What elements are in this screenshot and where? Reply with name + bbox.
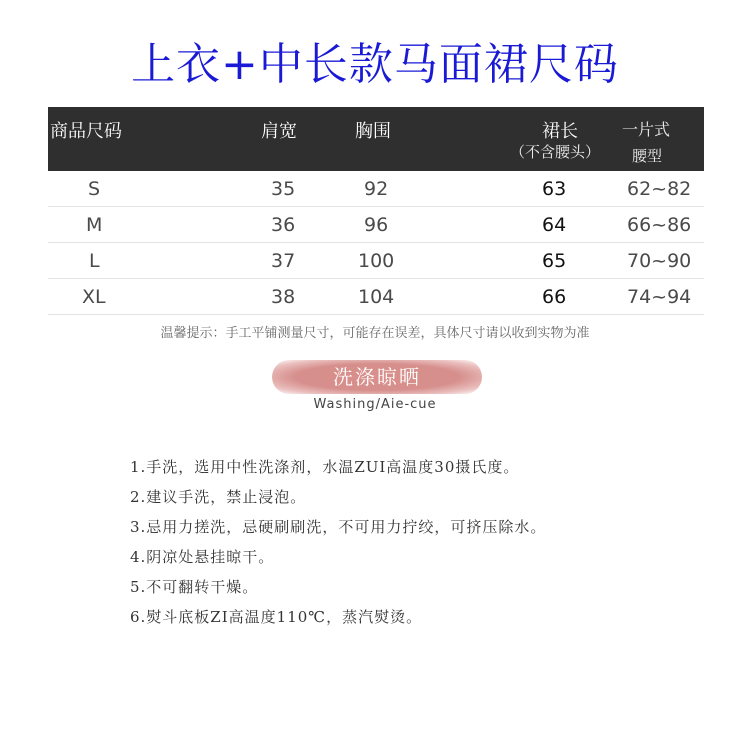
cell-size: S [88, 178, 101, 200]
list-item: 1.手洗，选用中性洗涤剂，水温ZUI高温度30摄氏度。 [130, 458, 520, 476]
table-row [48, 243, 704, 279]
list-item: 2.建议手洗，禁止浸泡。 [130, 488, 307, 506]
list-item: 5.不可翻转干燥。 [130, 578, 259, 596]
header-skirt-length-note: （不含腰头） [510, 143, 601, 161]
cell-shoulder: 35 [271, 178, 296, 200]
cell-bust: 96 [364, 214, 389, 236]
care-section-subtitle: Washing/Aie-cue [313, 397, 437, 412]
cell-bust: 92 [364, 178, 389, 200]
list-item: 3.忌用力搓洗，忌硬刷刷洗，不可用力拧绞，可挤压除水。 [130, 518, 547, 536]
table-row [48, 171, 704, 207]
cell-waist: 70~90 [627, 250, 692, 272]
cell-shoulder: 36 [271, 214, 296, 236]
cell-size: L [89, 250, 100, 272]
table-header [48, 107, 704, 171]
cell-skirt: 65 [542, 250, 567, 272]
size-table [48, 107, 704, 315]
table-row [48, 279, 704, 315]
cell-waist: 74~94 [627, 286, 692, 308]
cell-size: XL [82, 286, 106, 308]
cell-waist: 66~86 [627, 214, 692, 236]
cell-shoulder: 37 [271, 250, 296, 272]
care-section-badge: 洗涤晾晒 [272, 360, 482, 394]
cell-size: M [86, 214, 103, 236]
cell-skirt: 64 [542, 214, 567, 236]
table-row [48, 207, 704, 243]
care-instructions [130, 452, 546, 632]
header-size: 商品尺码 [50, 121, 122, 142]
cell-skirt: 63 [542, 178, 567, 200]
header-waist-line2: 腰型 [632, 147, 663, 165]
cell-bust: 100 [358, 250, 395, 272]
header-waist-line1: 一片式 [622, 120, 671, 139]
list-item: 4.阴凉处悬挂晾干。 [130, 548, 275, 566]
header-bust: 胸围 [355, 121, 391, 142]
header-shoulder: 肩宽 [261, 121, 297, 142]
cell-waist: 62~82 [627, 178, 692, 200]
cell-shoulder: 38 [271, 286, 296, 308]
cell-skirt: 66 [542, 286, 567, 308]
cell-bust: 104 [358, 286, 395, 308]
page-title: 上衣+中长款马面裙尺码 [131, 39, 619, 90]
measurement-note: 温馨提示：手工平铺测量尺寸，可能存在误差，具体尺寸请以收到实物为准 [160, 326, 590, 341]
list-item: 6.熨斗底板ZI高温度110℃，蒸汽熨烫。 [130, 608, 423, 626]
header-skirt-length: 裙长 [542, 121, 578, 142]
